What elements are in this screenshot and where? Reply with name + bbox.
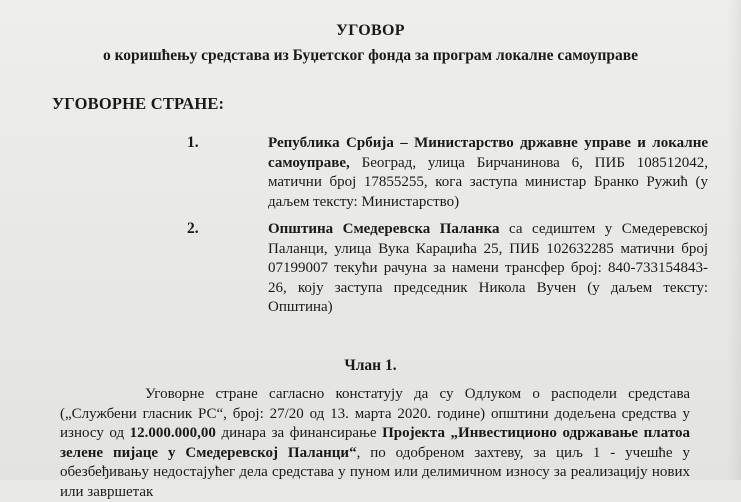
party-description (268, 220, 708, 318)
project-name: Пројекта „Инвестиционо одржавање платоа зелене пијаце у Смедеревској Паланци“ (60, 425, 690, 461)
article-text-part: , по одобреном захтеву, за циљ 1 - учешће у обезбеђивању недостајућег дела средстава у пуном или делимичном износу за реализацију нових или завршетак (60, 444, 690, 500)
article-text-part: Уговорне стране сагласно констатују да су Одлуком о расподели средстава („Службени гласник РС“, број: 27/20 од 13. марта 2020. године) општини додељена средства у износу од (60, 386, 690, 441)
article-heading: Члан 1. (344, 357, 397, 374)
party-number: 1. (187, 134, 199, 151)
document-subtitle: о коришћењу средстава из Буџетског фонда за програм локалне самоуправе (102, 47, 639, 64)
parties-heading: УГОВОРНЕ СТРАНЕ: (52, 94, 225, 113)
party-name: Република Србија – Министарство државне управе и локалне самоуправе, (268, 135, 708, 171)
page-shadow (727, 0, 741, 480)
article-body (60, 385, 690, 502)
party-number: 2. (187, 220, 199, 237)
party-details: Београд, улица Бирчанинова 6, ПИБ 108512042, матични број 17855255, кога заступа министар Бранко Ружић (у даљем тексту: Министарство) (268, 154, 708, 210)
party-details: са седиштем у Смедеревској Паланци, улица Вука Караџића 25, ПИБ 102632285 матични број 07199007 текући рачуна за намени трансфер број: 840-733154843-26, коју заступа председник Никола Вучен (у даљем тексту: Општина) (268, 221, 709, 315)
article-text-part: динара за финансирање (215, 425, 383, 441)
party-name: Општина Смедеревска Паланка (268, 221, 500, 237)
document-title: УГОВОР (336, 22, 405, 39)
party-description (268, 134, 708, 212)
funding-amount: 12.000.000,00 (129, 425, 216, 441)
